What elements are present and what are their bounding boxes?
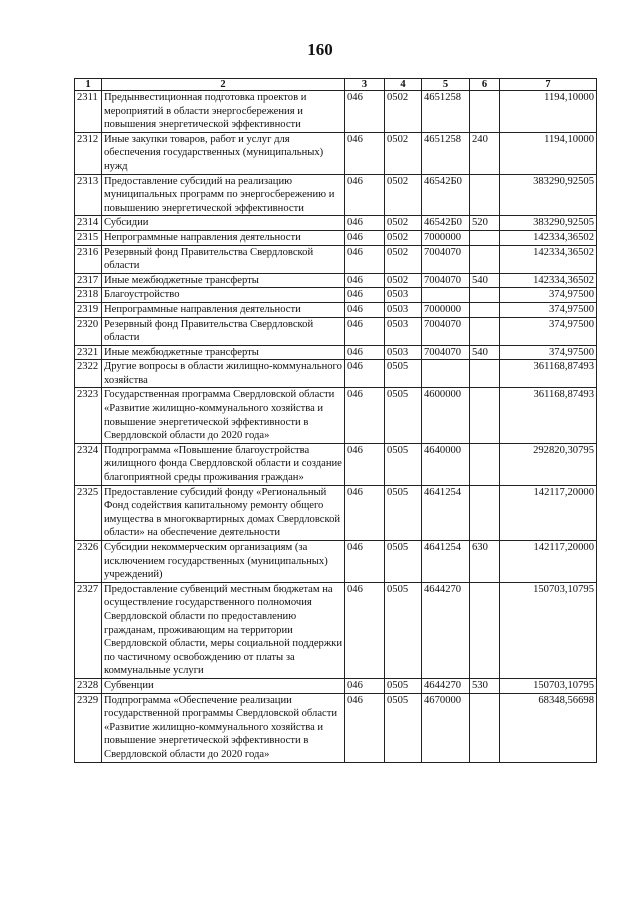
header-col-2: 2: [102, 79, 345, 91]
row-name: Предынвестиционная подготовка проектов и мероприятий в области энергосбережения и повышения энергетической эффективности: [102, 91, 345, 133]
expense-type-code: 540: [470, 345, 500, 360]
amount: 142334,36502: [500, 273, 597, 288]
amount: 361168,87493: [500, 388, 597, 443]
row-number: 2326: [75, 541, 102, 583]
ministry-code: 046: [345, 678, 385, 693]
ministry-code: 046: [345, 273, 385, 288]
table-row: [75, 541, 597, 583]
expense-type-code: 530: [470, 678, 500, 693]
expense-type-code: [470, 582, 500, 678]
target-article-code: 4641254: [422, 485, 470, 540]
target-article-code: 46542Б0: [422, 216, 470, 231]
row-name: Предоставление субвенций местным бюджетам на осуществление государственного полномочия Свердловской области по предоставлению гражданам, проживающим на территории Свердловской области, меры социальной поддержки по частичному освобождению от платы за коммунальные услуги: [102, 582, 345, 678]
ministry-code: 046: [345, 174, 385, 216]
table-row: [75, 302, 597, 317]
expense-type-code: [470, 388, 500, 443]
header-col-7: 7: [500, 79, 597, 91]
table-row: [75, 678, 597, 693]
ministry-code: 046: [345, 91, 385, 133]
row-number: 2322: [75, 360, 102, 388]
table-row: [75, 485, 597, 540]
table-row: [75, 360, 597, 388]
target-article-code: 4651258: [422, 91, 470, 133]
expense-type-code: [470, 230, 500, 245]
expense-type-code: 540: [470, 273, 500, 288]
section-code: 0505: [385, 541, 422, 583]
amount: 383290,92505: [500, 174, 597, 216]
row-number: 2328: [75, 678, 102, 693]
section-code: 0502: [385, 230, 422, 245]
row-name: Подпрограмма «Обеспечение реализации государственной программы Свердловской области «Развитие жилищно-коммунального хозяйства и повышение энергетической эффективности в Свердловской области до 2020 года»: [102, 693, 345, 762]
section-code: 0505: [385, 678, 422, 693]
amount: 383290,92505: [500, 216, 597, 231]
section-code: 0503: [385, 317, 422, 345]
amount: 292820,30795: [500, 443, 597, 485]
row-number: 2312: [75, 132, 102, 174]
table-row: [75, 443, 597, 485]
section-code: 0505: [385, 388, 422, 443]
row-number: 2317: [75, 273, 102, 288]
target-article-code: [422, 360, 470, 388]
table-row: [75, 245, 597, 273]
amount: 374,97500: [500, 317, 597, 345]
ministry-code: 046: [345, 230, 385, 245]
section-code: 0505: [385, 485, 422, 540]
table-row: [75, 582, 597, 678]
ministry-code: 046: [345, 582, 385, 678]
target-article-code: [422, 288, 470, 303]
table-row: [75, 317, 597, 345]
row-number: 2323: [75, 388, 102, 443]
row-number: 2320: [75, 317, 102, 345]
amount: 374,97500: [500, 302, 597, 317]
section-code: 0502: [385, 174, 422, 216]
section-code: 0503: [385, 345, 422, 360]
expense-type-code: [470, 317, 500, 345]
amount: 142334,36502: [500, 230, 597, 245]
expense-type-code: [470, 360, 500, 388]
expense-type-code: [470, 693, 500, 762]
target-article-code: 7004070: [422, 345, 470, 360]
amount: 1194,10000: [500, 132, 597, 174]
table-row: [75, 388, 597, 443]
target-article-code: 4641254: [422, 541, 470, 583]
row-name: Благоустройство: [102, 288, 345, 303]
table-row: [75, 174, 597, 216]
row-number: 2311: [75, 91, 102, 133]
expense-type-code: [470, 302, 500, 317]
page-number: 160: [307, 40, 333, 59]
header-col-6: 6: [470, 79, 500, 91]
expense-type-code: [470, 485, 500, 540]
target-article-code: 7004070: [422, 273, 470, 288]
table-row: [75, 230, 597, 245]
amount: 361168,87493: [500, 360, 597, 388]
target-article-code: 46542Б0: [422, 174, 470, 216]
row-name: Иные межбюджетные трансферты: [102, 345, 345, 360]
section-code: 0505: [385, 693, 422, 762]
section-code: 0502: [385, 273, 422, 288]
expense-type-code: 630: [470, 541, 500, 583]
table-row: [75, 345, 597, 360]
ministry-code: 046: [345, 245, 385, 273]
target-article-code: 7000000: [422, 230, 470, 245]
amount: 142117,20000: [500, 485, 597, 540]
row-name: Непрограммные направления деятельности: [102, 302, 345, 317]
row-name: Другие вопросы в области жилищно-коммунального хозяйства: [102, 360, 345, 388]
section-code: 0502: [385, 216, 422, 231]
ministry-code: 046: [345, 541, 385, 583]
amount: 142334,36502: [500, 245, 597, 273]
header-col-5: 5: [422, 79, 470, 91]
table-header-row: [75, 79, 597, 91]
row-number: 2329: [75, 693, 102, 762]
row-number: 2319: [75, 302, 102, 317]
table-row: [75, 693, 597, 762]
row-number: 2327: [75, 582, 102, 678]
row-number: 2324: [75, 443, 102, 485]
section-code: 0502: [385, 245, 422, 273]
ministry-code: 046: [345, 302, 385, 317]
amount: 1194,10000: [500, 91, 597, 133]
table-row: [75, 132, 597, 174]
table-row: [75, 216, 597, 231]
target-article-code: 4644270: [422, 678, 470, 693]
amount: 142117,20000: [500, 541, 597, 583]
expense-type-code: 520: [470, 216, 500, 231]
row-number: 2314: [75, 216, 102, 231]
target-article-code: 4640000: [422, 443, 470, 485]
header-col-3: 3: [345, 79, 385, 91]
ministry-code: 046: [345, 288, 385, 303]
row-number: 2315: [75, 230, 102, 245]
target-article-code: 7000000: [422, 302, 470, 317]
amount: 374,97500: [500, 345, 597, 360]
row-name: Субсидии: [102, 216, 345, 231]
row-number: 2321: [75, 345, 102, 360]
ministry-code: 046: [345, 443, 385, 485]
section-code: 0502: [385, 91, 422, 133]
budget-table: [74, 78, 597, 763]
row-name: Подпрограмма «Повышение благоустройства жилищного фонда Свердловской области и создание благоприятной среды проживания граждан»: [102, 443, 345, 485]
expense-type-code: [470, 245, 500, 273]
target-article-code: 4651258: [422, 132, 470, 174]
row-number: 2313: [75, 174, 102, 216]
row-name: Непрограммные направления деятельности: [102, 230, 345, 245]
row-name: Резервный фонд Правительства Свердловской области: [102, 245, 345, 273]
ministry-code: 046: [345, 132, 385, 174]
expense-type-code: [470, 288, 500, 303]
target-article-code: 4600000: [422, 388, 470, 443]
row-number: 2325: [75, 485, 102, 540]
expense-type-code: [470, 174, 500, 216]
expense-type-code: [470, 91, 500, 133]
amount: 150703,10795: [500, 678, 597, 693]
ministry-code: 046: [345, 317, 385, 345]
row-name: Иные закупки товаров, работ и услуг для обеспечения государственных (муниципальных) нужд: [102, 132, 345, 174]
ministry-code: 046: [345, 216, 385, 231]
section-code: 0505: [385, 360, 422, 388]
table-row: [75, 91, 597, 133]
row-name: Государственная программа Свердловской области «Развитие жилищно-коммунального хозяйства и повышение энергетической эффективности в Свердловской области до 2020 года»: [102, 388, 345, 443]
section-code: 0502: [385, 132, 422, 174]
target-article-code: 4670000: [422, 693, 470, 762]
ministry-code: 046: [345, 388, 385, 443]
ministry-code: 046: [345, 345, 385, 360]
row-name: Предоставление субсидий фонду «Региональный Фонд содействия капитальному ремонту общего имущества в многоквартирных домах Свердловской области» на обеспечение деятельности: [102, 485, 345, 540]
header-col-1: 1: [75, 79, 102, 91]
table-row: [75, 288, 597, 303]
target-article-code: 4644270: [422, 582, 470, 678]
expense-type-code: 240: [470, 132, 500, 174]
section-code: 0505: [385, 443, 422, 485]
row-name: Субсидии некоммерческим организациям (за исключением государственных (муниципальных) учреждений): [102, 541, 345, 583]
header-col-4: 4: [385, 79, 422, 91]
ministry-code: 046: [345, 693, 385, 762]
target-article-code: 7004070: [422, 245, 470, 273]
amount: 374,97500: [500, 288, 597, 303]
ministry-code: 046: [345, 485, 385, 540]
row-number: 2318: [75, 288, 102, 303]
expense-type-code: [470, 443, 500, 485]
row-name: Предоставление субсидий на реализацию муниципальных программ по энергосбережению и повышению энергетической эффективности: [102, 174, 345, 216]
ministry-code: 046: [345, 360, 385, 388]
section-code: 0503: [385, 302, 422, 317]
target-article-code: 7004070: [422, 317, 470, 345]
table-row: [75, 273, 597, 288]
amount: 150703,10795: [500, 582, 597, 678]
row-number: 2316: [75, 245, 102, 273]
section-code: 0503: [385, 288, 422, 303]
row-name: Иные межбюджетные трансферты: [102, 273, 345, 288]
row-name: Резервный фонд Правительства Свердловской области: [102, 317, 345, 345]
amount: 68348,56698: [500, 693, 597, 762]
row-name: Субвенции: [102, 678, 345, 693]
section-code: 0505: [385, 582, 422, 678]
